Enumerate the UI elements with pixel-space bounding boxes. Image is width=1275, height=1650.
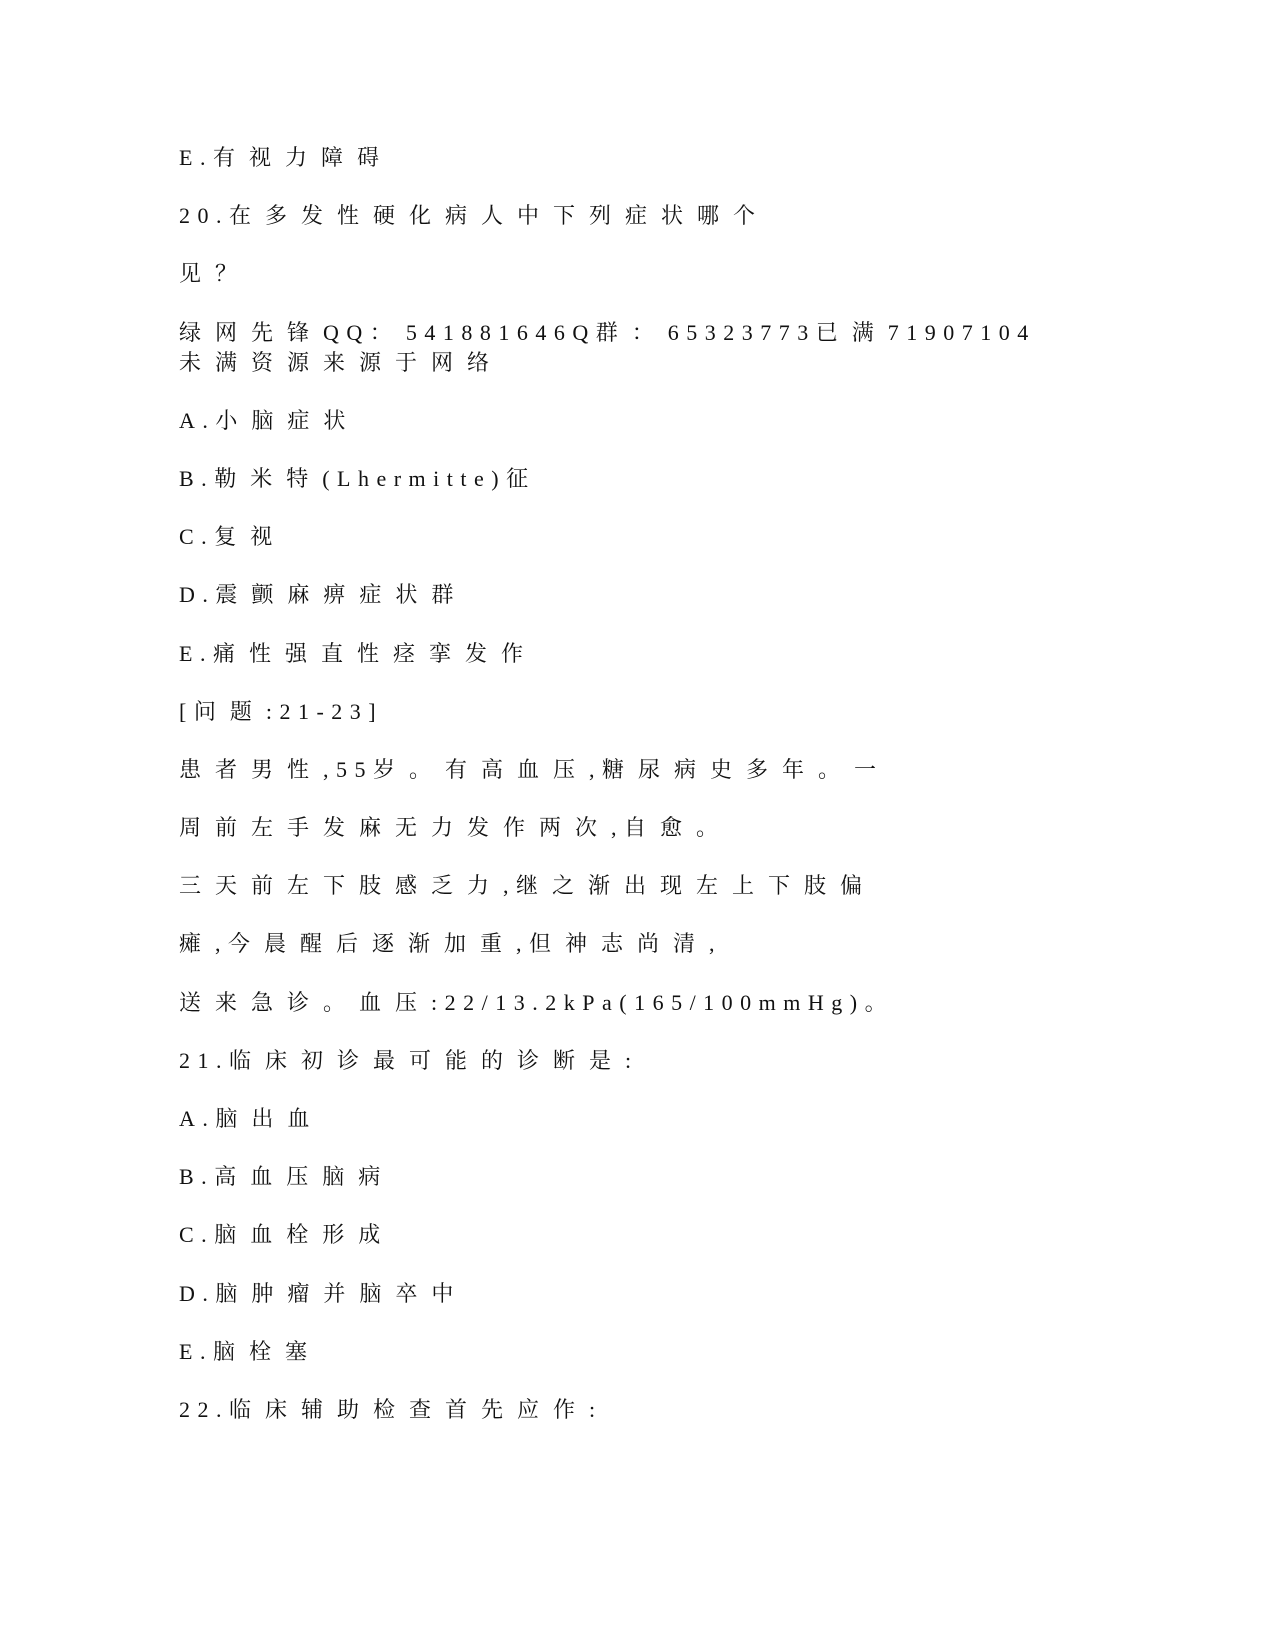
- cjk-text-run: 征: [506, 465, 543, 491]
- cjk-text-run: 继之渐出现左上下肢偏: [516, 873, 877, 899]
- q20-stem-line-2: [179, 259, 1275, 289]
- q20-stem-line-1: 20.在多发性硬化病人中下列症状哪个: [179, 203, 770, 229]
- cjk-text-run: 临床初诊最可能的诊断是: [229, 1047, 626, 1073]
- cjk-text-run: 周前左手发麻无力发作两次: [179, 815, 612, 841]
- cjk-text-run: 在多发性硬化病人中下列症状哪个: [229, 203, 770, 229]
- cjk-text-run: 脑出血: [215, 1106, 324, 1131]
- cjk-text-run: 勒米特: [214, 465, 323, 491]
- cjk-text-run: 岁。有高血压: [373, 756, 590, 782]
- cjk-text-run: 痛性强直性痉挛发作: [212, 640, 537, 666]
- cjk-text-run: 。: [864, 989, 901, 1015]
- cjk-text-run: 送来急诊。血压: [179, 989, 432, 1015]
- case-text-line-3: 三天前左下肢感乏力,继之渐出现左上下肢偏: [179, 873, 877, 899]
- watermark-line-2: [179, 348, 1275, 378]
- case-header: [问题:21-23]: [179, 698, 384, 724]
- cjk-text-run: 震颤麻痹症状群: [215, 582, 468, 608]
- cjk-text-run: 但神志尚清: [529, 931, 710, 957]
- q21-option-a: A.脑出血: [179, 1106, 324, 1131]
- q20-option-d: D.震颤麻痹症状群: [179, 582, 468, 608]
- cjk-text-run: 瘫: [179, 931, 216, 957]
- cjk-text-run: 有视力障碍: [212, 145, 393, 170]
- q21-option-e: E.脑栓塞: [179, 1338, 321, 1364]
- q20-option-e: E.痛性强直性痉挛发作: [179, 640, 537, 666]
- cjk-text-run: 未满资源来源于网络: [179, 349, 504, 375]
- q20-option-b: B.勒米特(Lhermitte)征: [179, 465, 543, 491]
- case-text-line-1: 患者男性,55岁。有高血压,糖尿病史多年。一: [179, 756, 891, 782]
- cjk-text-run: 脑肿瘤并脑卒中: [215, 1280, 468, 1306]
- cjk-text-run: 绿网先锋: [179, 319, 324, 345]
- cjk-text-run: 今晨醒后逐渐加重: [228, 931, 517, 957]
- case-text-line-2: 周前左手发麻无力发作两次,自愈。: [179, 815, 733, 841]
- cjk-text-run: 已满: [815, 319, 888, 345]
- cjk-text-run: 复视: [214, 524, 287, 550]
- q20-option-a: A.小脑症状: [179, 407, 360, 433]
- cjk-text-run: 小脑症状: [215, 407, 360, 433]
- q19-option-e: E.有视力障碍: [179, 145, 393, 170]
- q22-stem: 22.临床辅助检查首先应作:: [179, 1396, 603, 1422]
- cjk-text-run: 问题: [193, 698, 266, 724]
- q20-option-c: C.复视: [179, 524, 287, 550]
- cjk-text-run: 脑栓塞: [212, 1338, 321, 1364]
- cjk-text-run: 临床辅助检查首先应作: [229, 1396, 590, 1422]
- cjk-text-run: 患者男性: [179, 756, 324, 782]
- watermark-line-1: 绿网先锋QQ：541881646Q群：65323773已满71907104: [179, 319, 1036, 345]
- q21-option-d: D.脑肿瘤并脑卒中: [179, 1280, 468, 1306]
- q21-stem: 21.临床初诊最可能的诊断是:: [179, 1047, 639, 1073]
- q21-option-b: B.高血压脑病: [179, 1164, 395, 1190]
- cjk-text-run: 脑血栓形成: [214, 1222, 395, 1248]
- cjk-text-run: 高血压脑病: [214, 1164, 395, 1190]
- q21-option-c: C.脑血栓形成: [179, 1222, 395, 1248]
- cjk-text-run: 三天前左下肢感乏力: [179, 873, 504, 899]
- case-text-line-4: 瘫,今晨醒后逐渐加重,但神志尚清,: [179, 931, 723, 957]
- cjk-text-run: 自愈。: [624, 815, 733, 841]
- cjk-text-run: 糖尿病史多年。一: [602, 756, 891, 782]
- case-text-line-5: 送来急诊。血压:22/13.2kPa(165/100mmHg)。: [179, 989, 901, 1015]
- cjk-text-run: ：: [369, 319, 406, 345]
- cjk-text-run: 见？: [179, 261, 252, 287]
- cjk-text-run: 群：: [595, 319, 668, 345]
- watermark-notice: [179, 318, 1275, 378]
